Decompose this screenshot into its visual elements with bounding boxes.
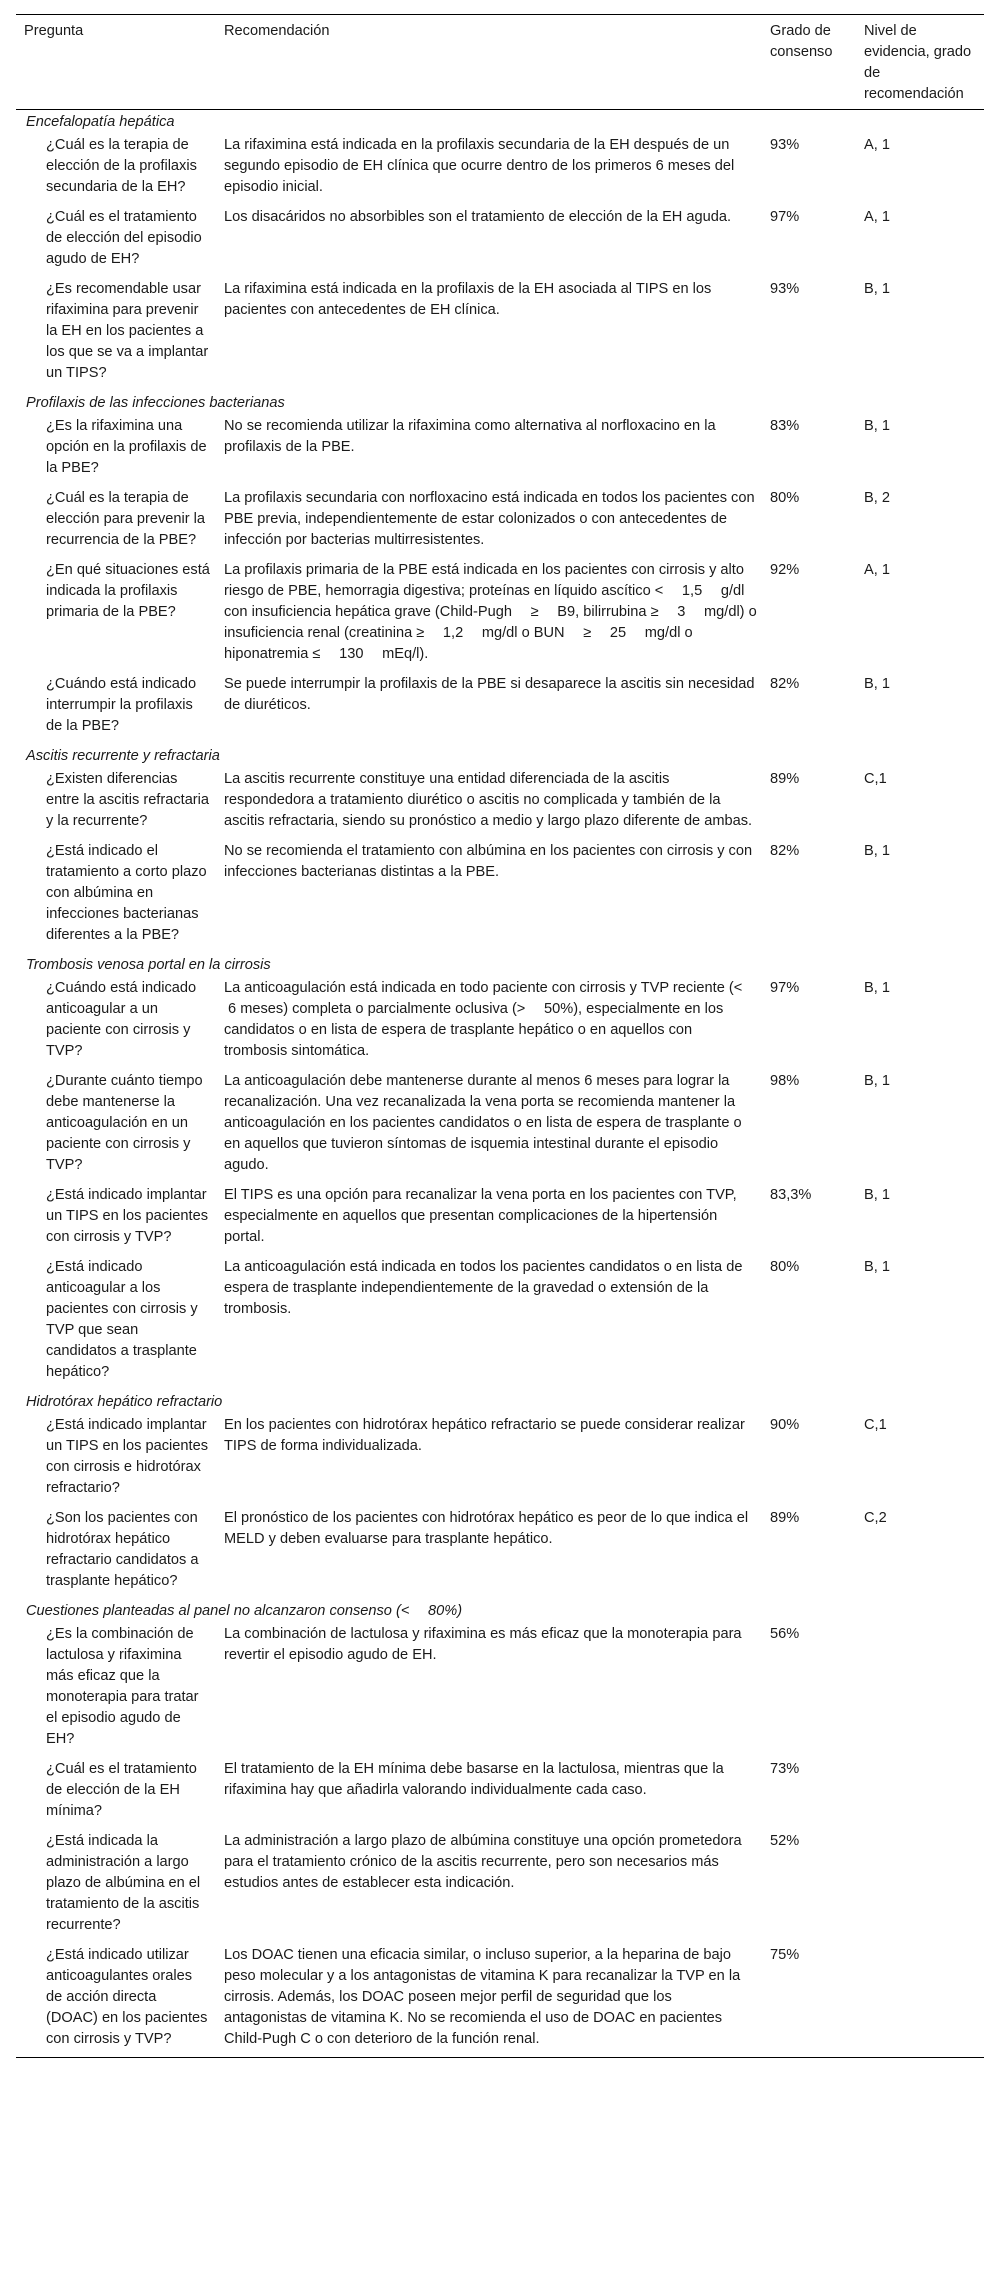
consensus-cell: 89% — [770, 1510, 800, 1526]
table-body — [16, 110, 984, 2058]
evidence-cell: B, 1 — [864, 843, 890, 859]
recommendation-cell: La profilaxis secundaria con norfloxacino está indicada en todos los pacientes con PBE previa, independientemente de estar colonizados o con antecedentes de infección por bacterias multirresistentes. — [224, 490, 755, 548]
section-row — [16, 110, 984, 134]
header-row — [16, 15, 984, 110]
consensus-cell: 93% — [770, 281, 800, 297]
consensus-cell: 90% — [770, 1417, 800, 1433]
table-row — [16, 1255, 984, 1390]
question-cell: ¿Cuál es la terapia de elección de la profilaxis secundaria de la EH? — [46, 137, 197, 195]
table-row — [16, 133, 984, 205]
evidence-cell: C,1 — [864, 771, 887, 787]
question-cell: ¿Está indicado anticoagular a los pacientes con cirrosis y TVP que sean candidatos a trasplante hepático? — [46, 1259, 198, 1380]
header-evidencia: Nivel de evidencia, grado de recomendación — [864, 23, 972, 102]
table-row — [16, 1829, 984, 1943]
table-row — [16, 976, 984, 1069]
evidence-cell: B, 1 — [864, 676, 890, 692]
header-pregunta: Pregunta — [24, 23, 84, 39]
recommendation-cell: La combinación de lactulosa y rifaximina es más eficaz que la monoterapia para revertir el episodio agudo de EH. — [224, 1626, 742, 1663]
recommendation-cell: El pronóstico de los pacientes con hidrotórax hepático es peor de lo que indica el MELD y deben evaluarse para trasplante hepático. — [224, 1510, 749, 1547]
question-cell: ¿Está indicado utilizar anticoagulantes orales de acción directa (DOAC) en los pacientes con cirrosis y TVP? — [46, 1947, 208, 2047]
evidence-cell: C,2 — [864, 1510, 887, 1526]
question-cell: ¿Cuál es el tratamiento de elección del episodio agudo de EH? — [46, 209, 202, 267]
consensus-cell: 92% — [770, 562, 800, 578]
evidence-cell: B, 1 — [864, 1259, 890, 1275]
table-header — [16, 15, 984, 110]
consensus-cell: 93% — [770, 137, 800, 153]
table-row — [16, 486, 984, 558]
section-row — [16, 391, 984, 414]
recommendation-cell: El TIPS es una opción para recanalizar la vena porta en los pacientes con TVP, especialmente en aquellos que presentan complicaciones de la hipertensión portal. — [224, 1187, 737, 1245]
evidence-cell — [856, 1829, 984, 1943]
evidence-cell: C,1 — [864, 1417, 887, 1433]
table-row — [16, 839, 984, 953]
recommendations-table — [16, 14, 984, 2058]
section-title: Hidrotórax hepático refractario — [26, 1394, 223, 1410]
section-title: Encefalopatía hepática — [26, 114, 175, 130]
recommendation-cell: La ascitis recurrente constituye una entidad diferenciada de la ascitis respondedora a tratamiento diurético o ascitis no complicada y también de la ascitis refractaria, siendo su pronóstico a medio y largo plazo diferente de ambas. — [224, 771, 753, 829]
recommendation-cell: Los disacáridos no absorbibles son el tratamiento de elección de la EH aguda. — [224, 209, 732, 225]
table-row — [16, 1506, 984, 1599]
evidence-cell: B, 1 — [864, 1187, 890, 1203]
table-row — [16, 1069, 984, 1183]
recommendation-cell: El tratamiento de la EH mínima debe basarse en la lactulosa, mientras que la rifaximina hay que añadirla valorando individualmente cada caso. — [224, 1761, 724, 1798]
question-cell: ¿Cuándo está indicado interrumpir la profilaxis de la PBE? — [46, 676, 197, 734]
table-row — [16, 767, 984, 839]
question-cell: ¿Está indicado implantar un TIPS en los pacientes con cirrosis e hidrotórax refractario? — [46, 1417, 208, 1496]
consensus-cell: 82% — [770, 676, 800, 692]
question-cell: ¿Es la rifaximina una opción en la profilaxis de la PBE? — [46, 418, 207, 476]
header-recomendacion: Recomendación — [224, 23, 330, 39]
evidence-cell — [856, 1757, 984, 1829]
question-cell: ¿Está indicado el tratamiento a corto plazo con albúmina en infecciones bacterianas diferentes a la PBE? — [46, 843, 207, 943]
section-row — [16, 744, 984, 767]
consensus-cell: 73% — [770, 1761, 800, 1777]
table-row — [16, 672, 984, 744]
question-cell: ¿Es recomendable usar rifaximina para prevenir la EH en los pacientes a los que se va a implantar un TIPS? — [46, 281, 209, 381]
evidence-cell: B, 1 — [864, 1073, 890, 1089]
evidence-cell: B, 1 — [864, 418, 890, 434]
evidence-cell: B, 1 — [864, 281, 890, 297]
consensus-cell: 98% — [770, 1073, 800, 1089]
consensus-cell: 83,3% — [770, 1187, 812, 1203]
consensus-cell: 83% — [770, 418, 800, 434]
consensus-cell: 82% — [770, 843, 800, 859]
table-row — [16, 414, 984, 486]
table-row — [16, 1413, 984, 1506]
evidence-cell: A, 1 — [864, 209, 890, 225]
section-title: Ascitis recurrente y refractaria — [26, 748, 220, 764]
evidence-cell: A, 1 — [864, 137, 890, 153]
header-consenso: Grado de consenso — [770, 23, 833, 60]
table-row — [16, 277, 984, 391]
question-cell: ¿Cuál es la terapia de elección para prevenir la recurrencia de la PBE? — [46, 490, 205, 548]
section-title: Profilaxis de las infecciones bacterianas — [26, 395, 285, 411]
question-cell: ¿Durante cuánto tiempo debe mantenerse la anticoagulación en un paciente con cirrosis y TVP? — [46, 1073, 203, 1173]
recommendation-cell: Los DOAC tienen una eficacia similar, o incluso superior, a la heparina de bajo peso molecular y a los antagonistas de vitamina K para recanalizar la TVP en la cirrosis. Además, los DOAC poseen mejor perfil de seguridad que los antagonistas de vitamina K. No se recomienda el uso de DOAC en pacientes Child-Pugh C o con deterioro de la función renal. — [224, 1947, 741, 2047]
recommendation-cell: La anticoagulación está indicada en todos los pacientes candidatos o en lista de espera de trasplante independientemente de la gravedad o extensión de la trombosis. — [224, 1259, 743, 1317]
recommendation-cell: La rifaximina está indicada en la profilaxis secundaria de la EH después de un segundo episodio de EH clínica que ocurre dentro de los primeros 6 meses del episodio inicial. — [224, 137, 735, 195]
consensus-cell: 75% — [770, 1947, 800, 1963]
question-cell: ¿En qué situaciones está indicada la profilaxis primaria de la PBE? — [46, 562, 210, 620]
table-row — [16, 1183, 984, 1255]
section-row — [16, 1390, 984, 1413]
consensus-cell: 56% — [770, 1626, 800, 1642]
recommendation-cell: Se puede interrumpir la profilaxis de la PBE si desaparece la ascitis sin necesidad de diuréticos. — [224, 676, 755, 713]
question-cell: ¿Está indicada la administración a largo plazo de albúmina en el tratamiento de la ascitis recurrente? — [46, 1833, 201, 1933]
consensus-cell: 89% — [770, 771, 800, 787]
recommendation-cell: La profilaxis primaria de la PBE está indicada en los pacientes con cirrosis y alto riesgo de PBE, hemorragia digestiva; proteínas en líquido ascítico < 1,5 g/dl con insuficiencia hepática grave (Child-Pugh ≥ B9, bilirrubina ≥ 3 mg/dl) o insuficiencia renal (creatinina ≥ 1,2 mg/dl o BUN ≥ 25 mg/dl o hiponatremia ≤ 130 mEq/l). — [224, 562, 757, 662]
section-row — [16, 1599, 984, 1622]
consensus-cell: 97% — [770, 980, 800, 996]
recommendation-cell: La anticoagulación está indicada en todo paciente con cirrosis y TVP reciente (< 6 meses) completa o parcialmente oclusiva (> 50%), especialmente en los candidatos o en lista de espera de trasplante hepático o en aquellos con trombosis sintomática. — [224, 980, 757, 1059]
consensus-cell: 52% — [770, 1833, 800, 1849]
recommendation-cell: La administración a largo plazo de albúmina constituye una opción prometedora para el tratamiento crónico de la ascitis recurrente, pero son necesarios más estudios antes de establecer esta indicación. — [224, 1833, 742, 1891]
consensus-cell: 80% — [770, 490, 800, 506]
question-cell: ¿Es la combinación de lactulosa y rifaximina más eficaz que la monoterapia para tratar el episodio agudo de EH? — [46, 1626, 199, 1747]
section-title: Cuestiones planteadas al panel no alcanzaron consenso (< 80%) — [26, 1603, 463, 1619]
evidence-cell: B, 2 — [864, 490, 890, 506]
consensus-cell: 80% — [770, 1259, 800, 1275]
consensus-cell: 97% — [770, 209, 800, 225]
question-cell: ¿Existen diferencias entre la ascitis refractaria y la recurrente? — [46, 771, 210, 829]
question-cell: ¿Cuál es el tratamiento de elección de la EH mínima? — [46, 1761, 197, 1819]
recommendation-cell: No se recomienda utilizar la rifaximina como alternativa al norfloxacino en la profilaxis de la PBE. — [224, 418, 716, 455]
evidence-cell — [856, 1622, 984, 1757]
evidence-cell: B, 1 — [864, 980, 890, 996]
evidence-cell: A, 1 — [864, 562, 890, 578]
question-cell: ¿Cuándo está indicado anticoagular a un paciente con cirrosis y TVP? — [46, 980, 197, 1059]
recommendation-cell: En los pacientes con hidrotórax hepático refractario se puede considerar realizar TIPS de forma individualizada. — [224, 1417, 745, 1454]
section-row — [16, 953, 984, 976]
question-cell: ¿Está indicado implantar un TIPS en los pacientes con cirrosis y TVP? — [46, 1187, 208, 1245]
question-cell: ¿Son los pacientes con hidrotórax hepático refractario candidatos a trasplante hepático? — [46, 1510, 199, 1589]
evidence-cell — [856, 1943, 984, 2058]
table-row — [16, 205, 984, 277]
table-row — [16, 1943, 984, 2058]
table-row — [16, 1622, 984, 1757]
recommendation-cell: La rifaximina está indicada en la profilaxis de la EH asociada al TIPS en los pacientes con antecedentes de EH clínica. — [224, 281, 712, 318]
recommendation-cell: La anticoagulación debe mantenerse durante al menos 6 meses para lograr la recanalización. Una vez recanalizada la vena porta se recomienda mantener la anticoagulación en los pacientes candidatos o en lista de espera de trasplante o en aquellos que tuvieron síntomas de isquemia intestinal durante el episodio agudo. — [224, 1073, 742, 1173]
table-row — [16, 1757, 984, 1829]
table-row — [16, 558, 984, 672]
section-title: Trombosis venosa portal en la cirrosis — [26, 957, 271, 973]
recommendation-cell: No se recomienda el tratamiento con albúmina en los pacientes con cirrosis y con infecciones bacterianas distintas a la PBE. — [224, 843, 753, 880]
